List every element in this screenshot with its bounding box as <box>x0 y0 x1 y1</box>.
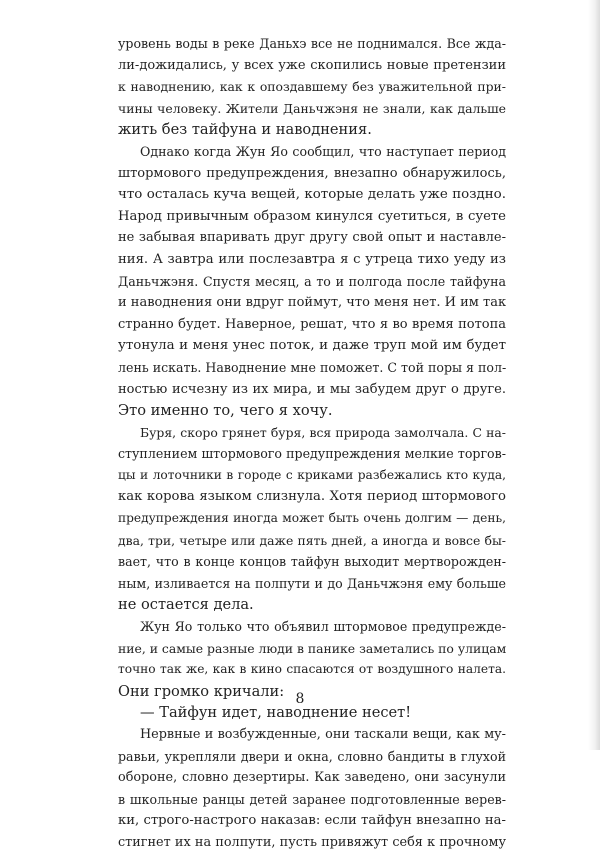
text-line: чины человеку. Жители Даньчжэня не знали, как дальше <box>118 100 506 116</box>
text-line: уровень воды в реке Даньхэ все не поднимался. Все жда- <box>118 36 506 51</box>
text-line: не забывая впаривать друг другу свой опыт и наставле- <box>118 230 506 246</box>
text-line: как корова языком слизнула. Хотя период штормового <box>118 489 506 505</box>
text-line: предупреждения иногда может быть очень долгим — день, <box>118 511 506 526</box>
text-line: не остается дела. <box>118 596 254 614</box>
text-line: в школьные ранцы детей заранее подготовленные верев- <box>118 791 506 807</box>
text-line: два, три, четыре или даже пять дней, а иногда и вовсе бы- <box>118 532 506 548</box>
text-line: и наводнения они вдруг поймут, что меня нет. И им так <box>118 295 507 311</box>
page-edge-shadow <box>588 0 600 750</box>
text-line: утонула и меня унес поток, и даже труп мой им будет <box>118 338 506 354</box>
text-line: странно будет. Наверное, решат, что я во время потопа <box>118 316 506 332</box>
text-line: Буря, скоро грянет буря, вся природа замолчала. С на- <box>140 424 506 440</box>
text-line: ностью исчезну из их мира, и мы забудем друг о друге. <box>118 381 506 397</box>
text-line: Это именно то, чего я хочу. <box>118 402 333 420</box>
text-line: что осталась куча вещей, которые делать уже поздно. <box>118 187 506 203</box>
text-line: Однако когда Жун Яо сообщил, что наступает период <box>140 143 506 159</box>
text-line: вает, что в конце концов тайфун выходит мертворожден- <box>118 554 506 570</box>
text-line: Народ привычным образом кинулся суетиться, в суете <box>118 208 506 224</box>
text-line: Жун Яо только что объявил штормовое предупрежде- <box>140 619 506 635</box>
text-line: штормового предупреждения, внезапно обнаружилось, <box>118 165 506 181</box>
text-line: стигнет их на полпути, пусть привяжут себя к прочному <box>118 834 506 850</box>
text-line: цы и лоточники в городе с криками разбежались кто куда, <box>118 467 506 482</box>
text-line: ки, строго-настрого наказав: если тайфун внезапно на- <box>118 813 506 829</box>
text-line: равьи, укрепляли двери и окна, словно бандиты в глухой <box>118 748 506 764</box>
text-line: ным, изливается на полпути и до Даньчжэня ему больше <box>118 575 506 591</box>
text-line: ступлением штормового предупреждения мелкие торгов- <box>118 446 506 462</box>
text-line: Даньчжэня. Спустя месяц, а то и полгода после тайфуна <box>118 273 506 289</box>
text-line: ние, и самые разные люди в панике заметались по улицам <box>118 640 507 656</box>
text-line: точно так же, как в кино спасаются от воздушного налета. <box>118 662 506 677</box>
text-line: ли-дожидались, у всех уже скопились новые претензии <box>118 57 506 73</box>
page-number: 8 <box>295 691 305 707</box>
text-line: — Тайфун идет, наводнение несет! <box>140 704 412 722</box>
text-line: к наводнению, как к опоздавшему без уважительной при- <box>118 79 506 95</box>
text-line: обороне, словно дезертиры. Как заведено, они засунули <box>118 770 506 786</box>
text-line: ния. А завтра или послезавтра я с утреца тихо уеду из <box>118 251 506 267</box>
body-text <box>118 33 506 854</box>
text-line: жить без тайфуна и наводнения. <box>118 121 372 139</box>
text-line: Нервные и возбужденные, они таскали вещи, как му- <box>140 727 506 742</box>
text-line: Они громко кричали: <box>118 682 285 700</box>
text-line: лень искать. Наводнение мне поможет. С той поры я пол- <box>118 359 507 375</box>
